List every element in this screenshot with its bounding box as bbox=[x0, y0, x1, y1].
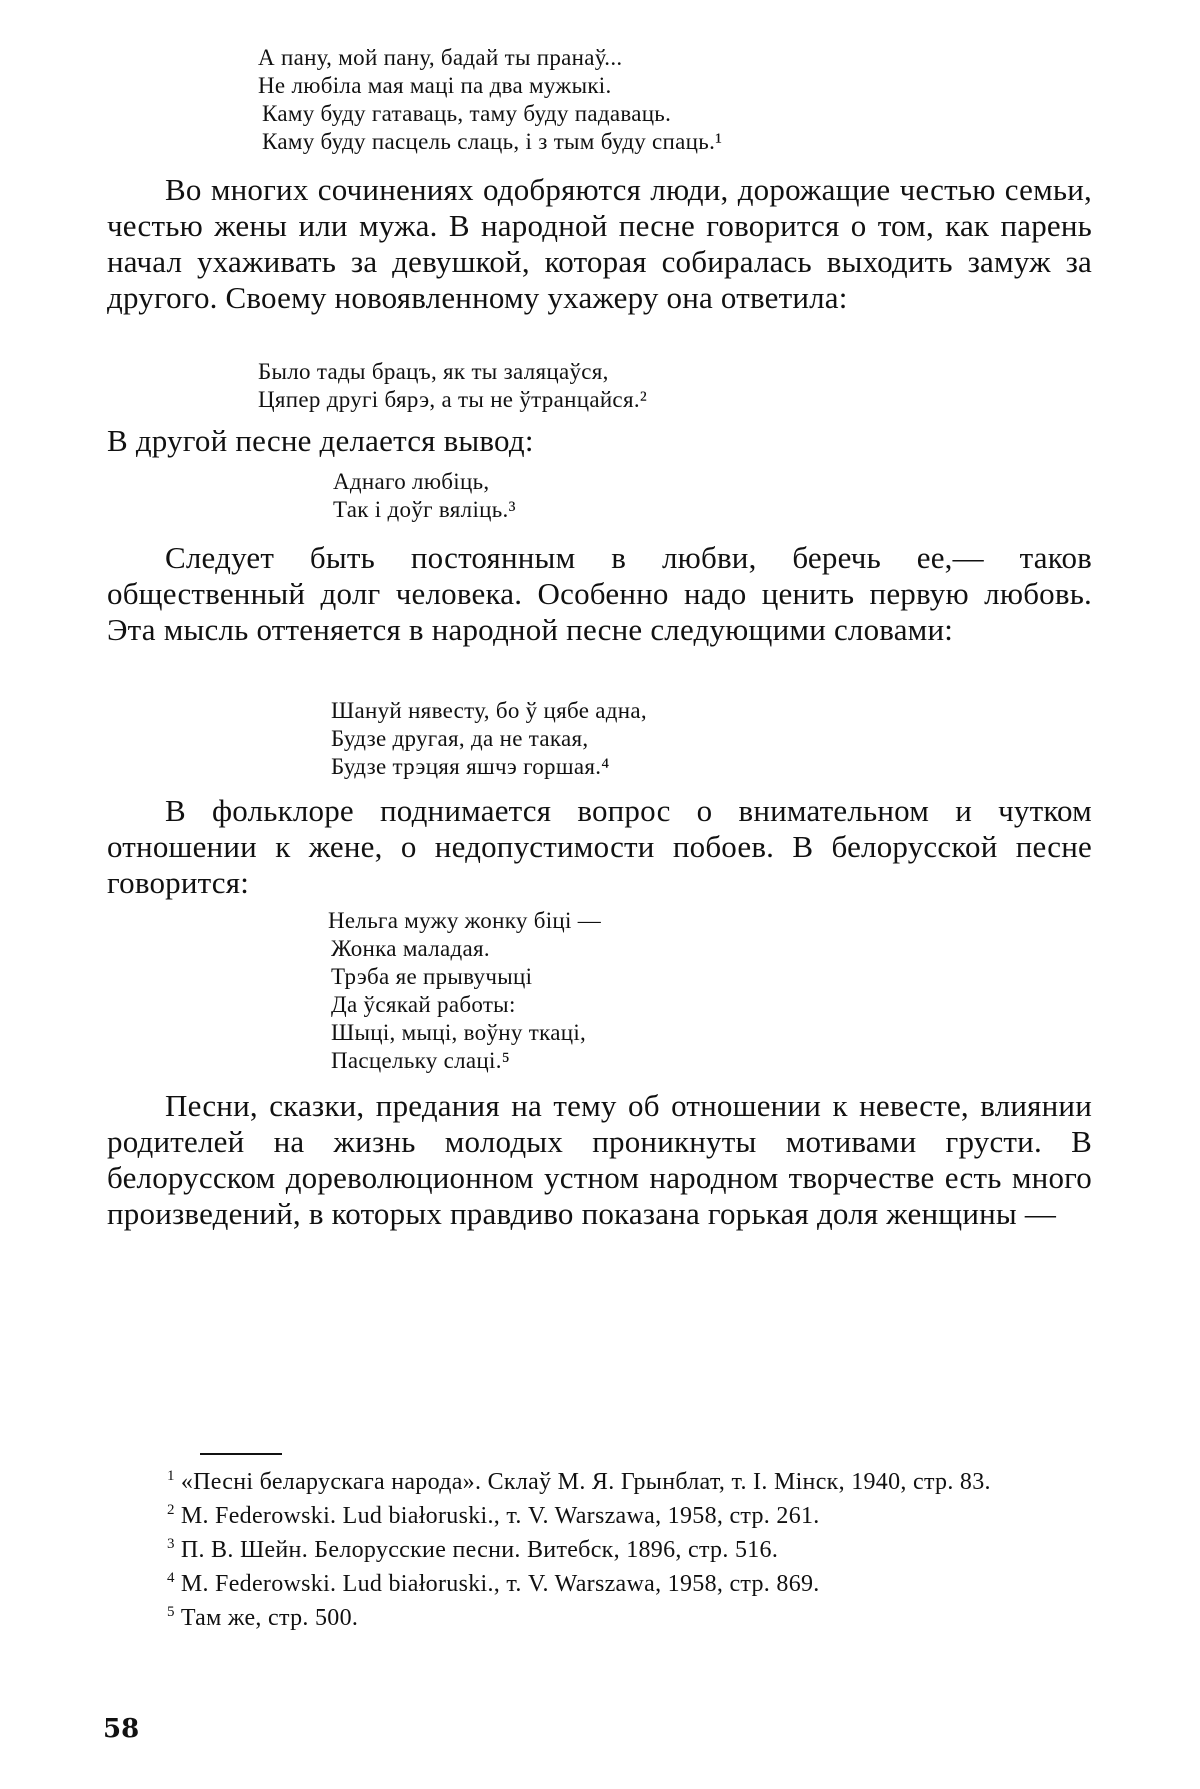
paragraph-4 bbox=[107, 1088, 1092, 1232]
verse-2 bbox=[258, 358, 647, 414]
verse-line: Каму буду пасцель слаць, і з тым буду спаць.¹ bbox=[262, 129, 723, 154]
footnote-text: M. Federowski. Lud białoruski., т. V. Warszawa, 1958, стр. 869. bbox=[180, 1571, 820, 1597]
verse-1 bbox=[258, 44, 722, 156]
verse-line: Аднаго любіць, bbox=[333, 469, 490, 494]
footnote-text: M. Federowski. Lud białoruski., т. V. Warszawa, 1958, стр. 261. bbox=[180, 1503, 820, 1529]
footnote-text: «Песні беларускага народа». Склаў М. Я. Грынблат, т. I. Мінск, 1940, стр. 83. bbox=[180, 1469, 991, 1495]
verse-5 bbox=[328, 907, 601, 1075]
footnote bbox=[107, 1530, 1092, 1564]
verse-line: Трэба яе прывучыці bbox=[331, 964, 533, 989]
footnote-number: 1 bbox=[167, 1468, 175, 1484]
footnote-rule bbox=[200, 1453, 282, 1455]
paragraph-text: Следует быть постоянным в любви, беречь ее,— таков общественный долг человека. Особенно надо ценить первую любовь. Эта мысль оттеняется в народной песне следующими словами: bbox=[107, 540, 1092, 647]
footnote bbox=[107, 1496, 1092, 1530]
footnote-text: Там же, стр. 500. bbox=[180, 1605, 359, 1631]
verse-line: Будзе трэцяя яшчэ горшая.⁴ bbox=[331, 754, 610, 779]
verse-line: Не любіла мая маці па два мужыкі. bbox=[258, 73, 612, 98]
verse-line: Жонка маладая. bbox=[331, 936, 490, 961]
paragraph-2 bbox=[107, 540, 1092, 648]
verse-line: Шануй нявесту, бо ў цябе адна, bbox=[331, 698, 647, 723]
verse-line: Каму буду гатаваць, таму буду падаваць. bbox=[262, 101, 672, 126]
page-number: 58 bbox=[103, 1714, 140, 1744]
paragraph-1 bbox=[107, 172, 1092, 316]
paragraph-3 bbox=[107, 793, 1092, 901]
verse-4 bbox=[331, 697, 647, 781]
verse-line: А пану, мой пану, бадай ты пранаў... bbox=[258, 45, 623, 70]
verse-line: Будзе другая, да не такая, bbox=[331, 726, 589, 751]
footnote-number: 5 bbox=[167, 1604, 175, 1620]
footnotes bbox=[107, 1462, 1092, 1632]
verse-line: Нельга мужу жонку біці — bbox=[328, 908, 602, 933]
verse-3 bbox=[333, 468, 516, 524]
verse-line: Так і доўг вяліць.³ bbox=[333, 497, 516, 522]
verse-line: Пасцельку слаці.⁵ bbox=[331, 1048, 511, 1073]
paragraph-text: В фольклоре поднимается вопрос о внимательном и чутком отношении к жене, о недопустимости побоев. В белорусской песне говорится: bbox=[107, 793, 1092, 900]
footnote-number: 3 bbox=[167, 1536, 175, 1552]
footnote-text: П. В. Шейн. Белорусские песни. Витебск, 1896, стр. 516. bbox=[180, 1537, 779, 1563]
footnote bbox=[107, 1462, 1092, 1496]
line-1: В другой песне делается вывод: bbox=[107, 423, 534, 458]
verse-line: Да ўсякай работы: bbox=[331, 992, 516, 1017]
footnote-number: 4 bbox=[167, 1570, 175, 1586]
verse-line: Шыці, мыці, воўну ткаці, bbox=[331, 1020, 587, 1045]
footnote-number: 2 bbox=[167, 1502, 175, 1518]
verse-line: Было тады брацъ, як ты заляцаўся, bbox=[258, 359, 609, 384]
footnote bbox=[107, 1564, 1092, 1598]
verse-line: Цяпер другі бярэ, а ты не ўтранцайся.² bbox=[258, 387, 648, 412]
footnote bbox=[107, 1598, 1092, 1632]
paragraph-text: Во многих сочинениях одобряются люди, дорожащие честью семьи, честью жены или мужа. В народной песне говорится о том, как парень начал ухаживать за девушкой, которая собиралась выходить замуж за другого. Своему новоявленному ухажеру она ответила: bbox=[107, 172, 1092, 315]
paragraph-text: Песни, сказки, предания на тему об отношении к невесте, влиянии родителей на жизнь молодых проникнуты мотивами грусти. В белорусском дореволюционном устном народном творчестве есть много произведений, в которых правдиво показана горькая доля женщины — bbox=[107, 1088, 1092, 1231]
